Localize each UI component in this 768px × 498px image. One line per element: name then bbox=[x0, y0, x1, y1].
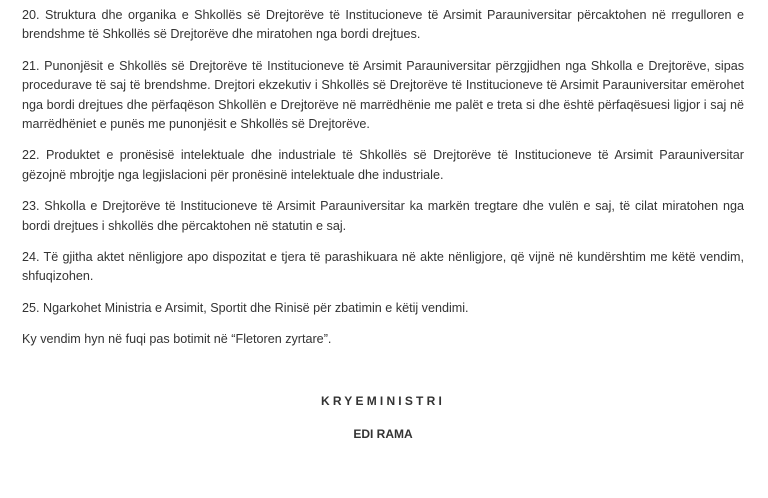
paragraph-23: 23. Shkolla e Drejtorëve të Institucioneve të Arsimit Parauniversitar ka markën tregtare dhe vulën e saj, të cilat miratohen nga bordi drejtues i shkollës dhe përcaktohen në statutin e saj. bbox=[22, 199, 744, 233]
signature-name: EDI RAMA bbox=[353, 426, 413, 441]
paragraph-22: 22. Produktet e pronësisë intelektuale dhe industriale të Shkollës së Drejtorëve të Institucioneve të Arsimit Parauniversitar gëzojnë mbrojtje nga legjislacioni për pronësinë intelektuale dhe industriale. bbox=[22, 148, 744, 182]
signature-block bbox=[22, 394, 744, 441]
signature-title: KRYEMINISTRI bbox=[321, 393, 445, 408]
paragraph-20: 20. Struktura dhe organika e Shkollës së Drejtorëve të Institucioneve të Arsimit Parauniversitar përcaktohen në rregulloren e brendshme të Shkollës së Drejtorëve dhe miratohen nga bordi drejtues. bbox=[22, 8, 744, 42]
paragraph-25: 25. Ngarkohet Ministria e Arsimit, Sportit dhe Rinisë për zbatimin e këtij vendimi. bbox=[22, 300, 469, 315]
paragraph-21: 21. Punonjësit e Shkollës së Drejtorëve të Institucioneve të Arsimit Parauniversitar përzgjidhen nga Shkolla e Drejtorëve, sipas procedurave të saj të brendshme. Drejtori ekzekutiv i Shkollës së Drejtorëve të Institucioneve të Arsimit Parauniversitar emërohet nga bordi drejtues dhe përfaqëson Shkollën e Drejtorëve në marrëdhënie me palët e treta si dhe është përfaqësuesi ligjor i saj në marrëdhëniet e punës me punonjësit e Shkollës së Drejtorëve. bbox=[22, 58, 744, 132]
paragraph-24: 24. Të gjitha aktet nënligjore apo dispozitat e tjera të parashikuara në akte nënligjore, që vijnë në kundërshtim me këtë vendim, shfuqizohen. bbox=[22, 250, 744, 284]
closing-paragraph: Ky vendim hyn në fuqi pas botimit në “Fletoren zyrtare”. bbox=[22, 332, 332, 347]
